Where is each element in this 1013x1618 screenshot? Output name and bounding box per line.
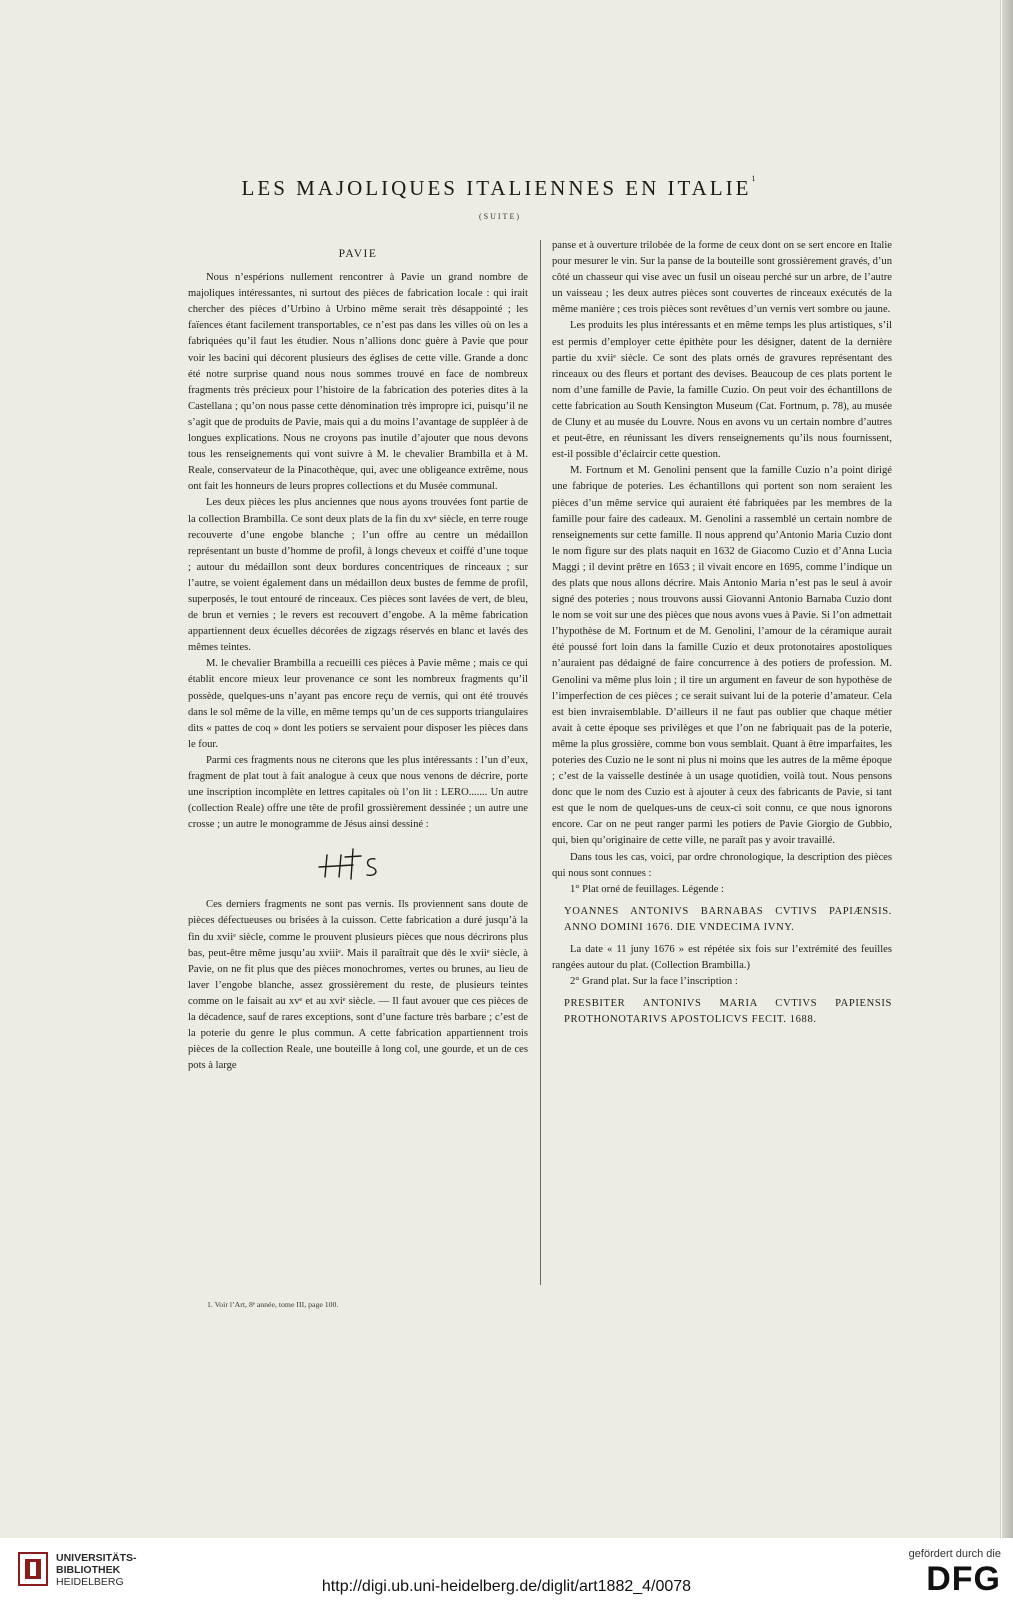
paragraph: Dans tous les cas, voici, par ordre chronologique, la description des pièces qui nous sont connues :: [552, 851, 892, 879]
paragraph: M. Fortnum et M. Genolini pensent que la famille Cuzio n’a point dirigé une fabrique de poteries. Les échantillons qui portent son nom seraient les pièces d’un même service qui auraient été fabriquées par les membres de la famille pour faire des cadeaux. M. Genolini a rassemblé un certain nombre de renseignements sur cette famille. Il nous apprend qu’Antonio Maria Cuzio dont le nom figure sur des plats naquit en 1632 de Giacomo Cuzio et d’Anna Lucia Maggi ; il devint prêtre en 1653 ; il vivait encore en 1695, comme l’indique un des plats que nous allons décrire. Mais Antonio Maria n’est pas le seul à avoir signé des poteries ; nous trouvons aussi Giovanni Antonio Barnaba Cuzio dont le nom se voit sur une des pièces que nous avons vues à Pavie. Si l’on admettait l’hypothèse de M. Fortnum et de M. Genolini, l’amour de la céramique aurait été poussé fort loin dans la famille Cuzio et deux protonotaires apostoliques n’auraient pas dédaigné de faire concurrence à des potiers de profession. M. Genolini va même plus loin ; il tire un argument en faveur de son hypothèse de l’imperfection de ces pièces ; ce serait suivant lui de la poterie d’amateur. Cela est bien invraisemblable. D’ailleurs il ne faut pas oublier que chaque métier avait à cette époque ses privilèges et que l’on ne fabriquait pas de la poterie, même la plus grossière, comme bon vous semblait. Quant à être imparfaites, les poteries des Cuzio ne le sont ni plus ni moins que les autres de la même époque ; c’est de la vaisselle destinée à un usage quotidien, voilà tout. Nous pensons donc que le nom des Cuzio est à ajouter à ceux des fabricants de Pavie, si tant est que le nom de quelques-uns de ceux-ci soit connu, ce que nous ignorons encore. Car on ne peut ranger parmi les potiers de Pavie Giorgio de Gubbio, qui, bien qu’originaire de cette ville, ne paraît pas y avoir travaillé.: [552, 465, 892, 847]
footnote: 1. Voir l’Art, 8ᵉ année, tome III, page 100.: [207, 1300, 339, 1309]
library-name-line-3: HEIDELBERG: [56, 1576, 124, 1588]
paragraph: panse et à ouverture trilobée de la forme de ceux dont on se sert encore en Italie pour mesurer le vin. Sur la panse de la bouteille sont grossièrement gravés, d’un côté un chasseur qui vise avec un fusil un oiseau perché sur un arbre, de l’autre un vaisseau ; les deux autres pièces sont couvertes de rinceaux exécutés de la même manière ; ces trois pièces sont revêtues d’un vernis vert sombre ou jaune.: [552, 240, 892, 316]
ihs-monogram-drawing: [313, 845, 403, 885]
paragraph: M. le chevalier Brambilla a recueilli ces pièces à Pavie même ; mais ce qui établit encore mieux leur provenance ce sont les nombreux fragments qu’il possède, quelques-uns n’ayant pas encore reçu de vernis, qui ont été trouvés dans le sol même de la ville, en même temps qu’un de ces supports triangulaires dits « pattes de coq » dont les potiers se servaient pour disposer les pièces dans le four.: [188, 658, 528, 750]
inscription-1: YOANNES ANTONIVS BARNABAS CVTIVS PAPIÆNSIS. ANNO DOMINI 1676. DIE VNDECIMA IVNY.: [564, 905, 892, 933]
article-title-text: LES MAJOLIQUES ITALIENNES EN ITALIE: [241, 176, 752, 200]
library-name-line-1: UNIVERSITÄTS-: [56, 1552, 137, 1564]
paragraph: Les produits les plus intéressants et en même temps les plus artistiques, s’il est permis d’employer cette épithète pour les désigner, datent de la dernière partie du xviiᵉ siècle. Ce sont des plats ornés de gravures représentant des rinceaux ou des fleurs et portant des devises. Beaucoup de ces plats portent le nom d’une famille de Pavie, la famille Cuzio. On peut voir des échantillons de cette fabrication au South Kensington Museum (Cat. Fortnum, p. 78), au musée de Cluny et au musée du Louvre. Nous en avons vu un certain nombre d’autres et peut-être, en réunissant les divers renseignements qu’ils nous fournissent, est-il possible d’éclaircir cette question.: [552, 320, 892, 461]
left-column: [188, 238, 528, 1074]
dfg-logo: DFG: [926, 1560, 1001, 1598]
page-edge-shadow: [1002, 0, 1013, 1538]
section-heading: PAVIE: [338, 248, 378, 260]
ihs-monogram: [188, 833, 528, 897]
column-divider: [540, 240, 541, 1285]
paragraph: 1° Plat orné de feuillages. Légende :: [570, 883, 724, 895]
sponsor-caption: gefördert durch die: [908, 1548, 1001, 1560]
library-name-line-2: BIBLIOTHEK: [56, 1564, 121, 1576]
paragraph: Ces derniers fragments ne sont pas vernis. Ils proviennent sans doute de pièces défectueuses ou brisées à la cuisson. Cette fabrication a duré jusqu’à la fin du xviiᵉ siècle, comme le prouvent plusieurs pièces que nous décrirons plus bas, peut-être même jusqu’au xviiiᵉ. Mais il paraîtrait que dès le xviiᵉ siècle, à Pavie, on ne fit plus que des pièces monochromes, vertes ou brunes, au lieu de laver l’engobe blanche, assez grossièrement du reste, de plusieurs teintes comme on le faisait au xvᵉ et au xviᵉ siècle. — Il faut avouer que ces pièces de la décadence, sauf de rares exceptions, sont d’une facture très barbare ; c’est de la poterie du genre le plus commun. A cette fabrication appartiennent trois pièces de la collection Reale, une bouteille à long col, une gourde, et un de ces pots à large: [188, 899, 528, 1072]
inscription-2: PRESBITER ANTONIVS MARIA CVTIVS PAPIENSIS PROTHONOTARIVS APOSTOLICVS FECIT. 1688.: [564, 998, 892, 1026]
source-url-link[interactable]: http://digi.ub.uni-heidelberg.de/diglit/art1882_4/0078: [321, 1578, 692, 1595]
right-column: [552, 238, 892, 1029]
article-title: [0, 176, 1000, 201]
paragraph: La date « 11 juny 1676 » est répétée six fois sur l’extrémité des feuilles rangées autour du plat. (Collection Brambilla.): [552, 944, 892, 972]
paragraph: Les deux pièces les plus anciennes que nous ayons trouvées font partie de la collection Brambilla. Ce sont deux plats de la fin du xvᵉ siècle, en terre rouge recouverte d’une engobe blanche ; l’un offre au centre un médaillon représentant un buste d’homme de profil, à longs cheveux et coiffé d’une toque ; autour du médaillon sont deux bordures concentriques de rinceaux ; sur l’autre, se voient également dans un médaillon deux bustes de femme de profil, superposés, le tout entouré de rinceaux. Ces pièces sont lavées de vert, de bleu, de brun et vernies ; le revers est recouvert d’engobe. A la même fabrication appartiennent deux écuelles décorées de zigzags réservés en blanc et lavés des mêmes teintes.: [188, 497, 528, 654]
paragraph: Nous n’espérions nullement rencontrer à Pavie un grand nombre de majoliques intéressantes, ni surtout des pièces de fabrication locale : qui irait chercher des pièces d’Urbino à Urbino même serait très désappointé ; les faïences étant facilement transportables, ce n’est pas dans les villes où on les a fabriquées qu’il faut les étudier. Nous n’allions donc guère à Pavie que pour voir les bacini qui décorent plusieurs des églises de cette ville. Grande a donc été notre surprise quand nous nous sommes trouvé en face de nombreux fragments très précieux pour l’histoire de la fabrication des poteries dites à la Castellana ; qu’on nous passe cette dénomination très impropre ici, puisqu’il ne s’agit que de produits de Pavie, mais qui a du moins l’avantage de suppléer à de longues explications. Nous ne croyons pas inutile d’ajouter que nous devons tous les renseignements qui vont suivre à M. le chevalier Brambilla et à M. Reale, conservateur de la Pinacothèque, qui, avec une obligeance extrême, nous ont fait les honneurs de leurs propres collections et du Musée communal.: [188, 272, 528, 493]
dfg-sponsor[interactable]: [909, 1548, 1001, 1598]
paragraph: Parmi ces fragments nous ne citerons que les plus intéressants : l’un d’eux, fragment de plat tout à fait analogue à ceux que nous venons de décrire, porte une inscription incomplète en lettres capitales où l’on lit : LERO....... Un autre (collection Reale) offre une tête de profil grossièrement dessinée ; un autre une crosse ; un autre le monogramme de Jésus ainsi dessiné :: [188, 754, 528, 831]
article-subtitle: (SUITE): [479, 212, 521, 221]
paragraph: 2° Grand plat. Sur la face l’inscription :: [570, 976, 738, 988]
title-footnote-marker: 1: [751, 174, 759, 183]
